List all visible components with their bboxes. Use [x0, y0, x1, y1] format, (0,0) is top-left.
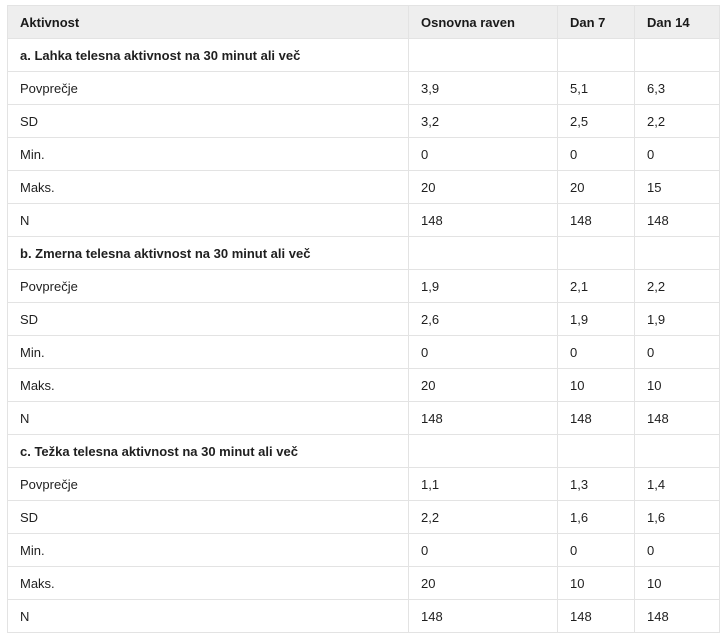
- cell-day-14: 2,2: [635, 270, 720, 303]
- cell-baseline: 20: [409, 369, 558, 402]
- table-header: [8, 6, 720, 39]
- section-row-light: [8, 39, 720, 72]
- cell-day-14: 1,4: [635, 468, 720, 501]
- row-label: Min.: [8, 336, 409, 369]
- cell-baseline: 1,9: [409, 270, 558, 303]
- cell-day-7: 20: [558, 171, 635, 204]
- table-row: [8, 204, 720, 237]
- header-activity: Aktivnost: [8, 6, 409, 39]
- row-label: N: [8, 402, 409, 435]
- table-row: [8, 468, 720, 501]
- row-label: N: [8, 600, 409, 633]
- table-body: [8, 39, 720, 633]
- cell-baseline: 20: [409, 567, 558, 600]
- table-row: [8, 336, 720, 369]
- cell-baseline: 3,2: [409, 105, 558, 138]
- cell-day-14: 148: [635, 204, 720, 237]
- cell-day-14: 6,3: [635, 72, 720, 105]
- table-row: [8, 402, 720, 435]
- cell-day-14: 10: [635, 369, 720, 402]
- table-row: [8, 369, 720, 402]
- row-label: SD: [8, 303, 409, 336]
- cell-baseline: 0: [409, 336, 558, 369]
- header-baseline: Osnovna raven: [409, 6, 558, 39]
- activity-table: [7, 5, 720, 633]
- activity-table-container: [7, 5, 719, 633]
- row-label: Povprečje: [8, 72, 409, 105]
- cell-day-14: 0: [635, 336, 720, 369]
- cell-day-14: 0: [635, 534, 720, 567]
- cell-day-7: 2,1: [558, 270, 635, 303]
- header-day-7: Dan 7: [558, 6, 635, 39]
- table-row: [8, 105, 720, 138]
- table-row: [8, 534, 720, 567]
- cell-day-7: 148: [558, 600, 635, 633]
- cell-baseline: 0: [409, 534, 558, 567]
- cell-day-7: 10: [558, 567, 635, 600]
- cell-baseline: 2,2: [409, 501, 558, 534]
- section-title: c. Težka telesna aktivnost na 30 minut ali več: [8, 435, 409, 468]
- cell-baseline: 20: [409, 171, 558, 204]
- table-row: [8, 501, 720, 534]
- cell-baseline: 0: [409, 138, 558, 171]
- row-label: SD: [8, 501, 409, 534]
- cell-day-7: 148: [558, 204, 635, 237]
- section-title: b. Zmerna telesna aktivnost na 30 minut ali več: [8, 237, 409, 270]
- cell-day-7: 1,6: [558, 501, 635, 534]
- cell-day-14: 148: [635, 402, 720, 435]
- cell-baseline: 148: [409, 402, 558, 435]
- cell-day-7: 148: [558, 402, 635, 435]
- cell-baseline: 148: [409, 600, 558, 633]
- cell-day-14: 1,9: [635, 303, 720, 336]
- row-label: Maks.: [8, 567, 409, 600]
- row-label: SD: [8, 105, 409, 138]
- row-label: Min.: [8, 138, 409, 171]
- table-row: [8, 270, 720, 303]
- cell-day-7: 1,3: [558, 468, 635, 501]
- row-label: Povprečje: [8, 468, 409, 501]
- section-title: a. Lahka telesna aktivnost na 30 minut ali več: [8, 39, 409, 72]
- cell-day-7: 10: [558, 369, 635, 402]
- cell-day-7: 5,1: [558, 72, 635, 105]
- cell-day-7: 0: [558, 534, 635, 567]
- section-row-moderate: [8, 237, 720, 270]
- row-label: Maks.: [8, 171, 409, 204]
- cell-baseline: 2,6: [409, 303, 558, 336]
- cell-day-14: 10: [635, 567, 720, 600]
- cell-day-7: 0: [558, 138, 635, 171]
- cell-day-7: 2,5: [558, 105, 635, 138]
- section-row-vigorous: [8, 435, 720, 468]
- cell-baseline: 3,9: [409, 72, 558, 105]
- table-row: [8, 72, 720, 105]
- table-row: [8, 138, 720, 171]
- table-row: [8, 303, 720, 336]
- cell-day-14: 15: [635, 171, 720, 204]
- table-row: [8, 600, 720, 633]
- row-label: Povprečje: [8, 270, 409, 303]
- table-row: [8, 171, 720, 204]
- cell-day-7: 1,9: [558, 303, 635, 336]
- cell-day-14: 0: [635, 138, 720, 171]
- cell-day-14: 2,2: [635, 105, 720, 138]
- cell-baseline: 148: [409, 204, 558, 237]
- row-label: Min.: [8, 534, 409, 567]
- cell-day-14: 1,6: [635, 501, 720, 534]
- cell-baseline: 1,1: [409, 468, 558, 501]
- header-row: [8, 6, 720, 39]
- row-label: N: [8, 204, 409, 237]
- row-label: Maks.: [8, 369, 409, 402]
- table-row: [8, 567, 720, 600]
- cell-day-14: 148: [635, 600, 720, 633]
- header-day-14: Dan 14: [635, 6, 720, 39]
- cell-day-7: 0: [558, 336, 635, 369]
